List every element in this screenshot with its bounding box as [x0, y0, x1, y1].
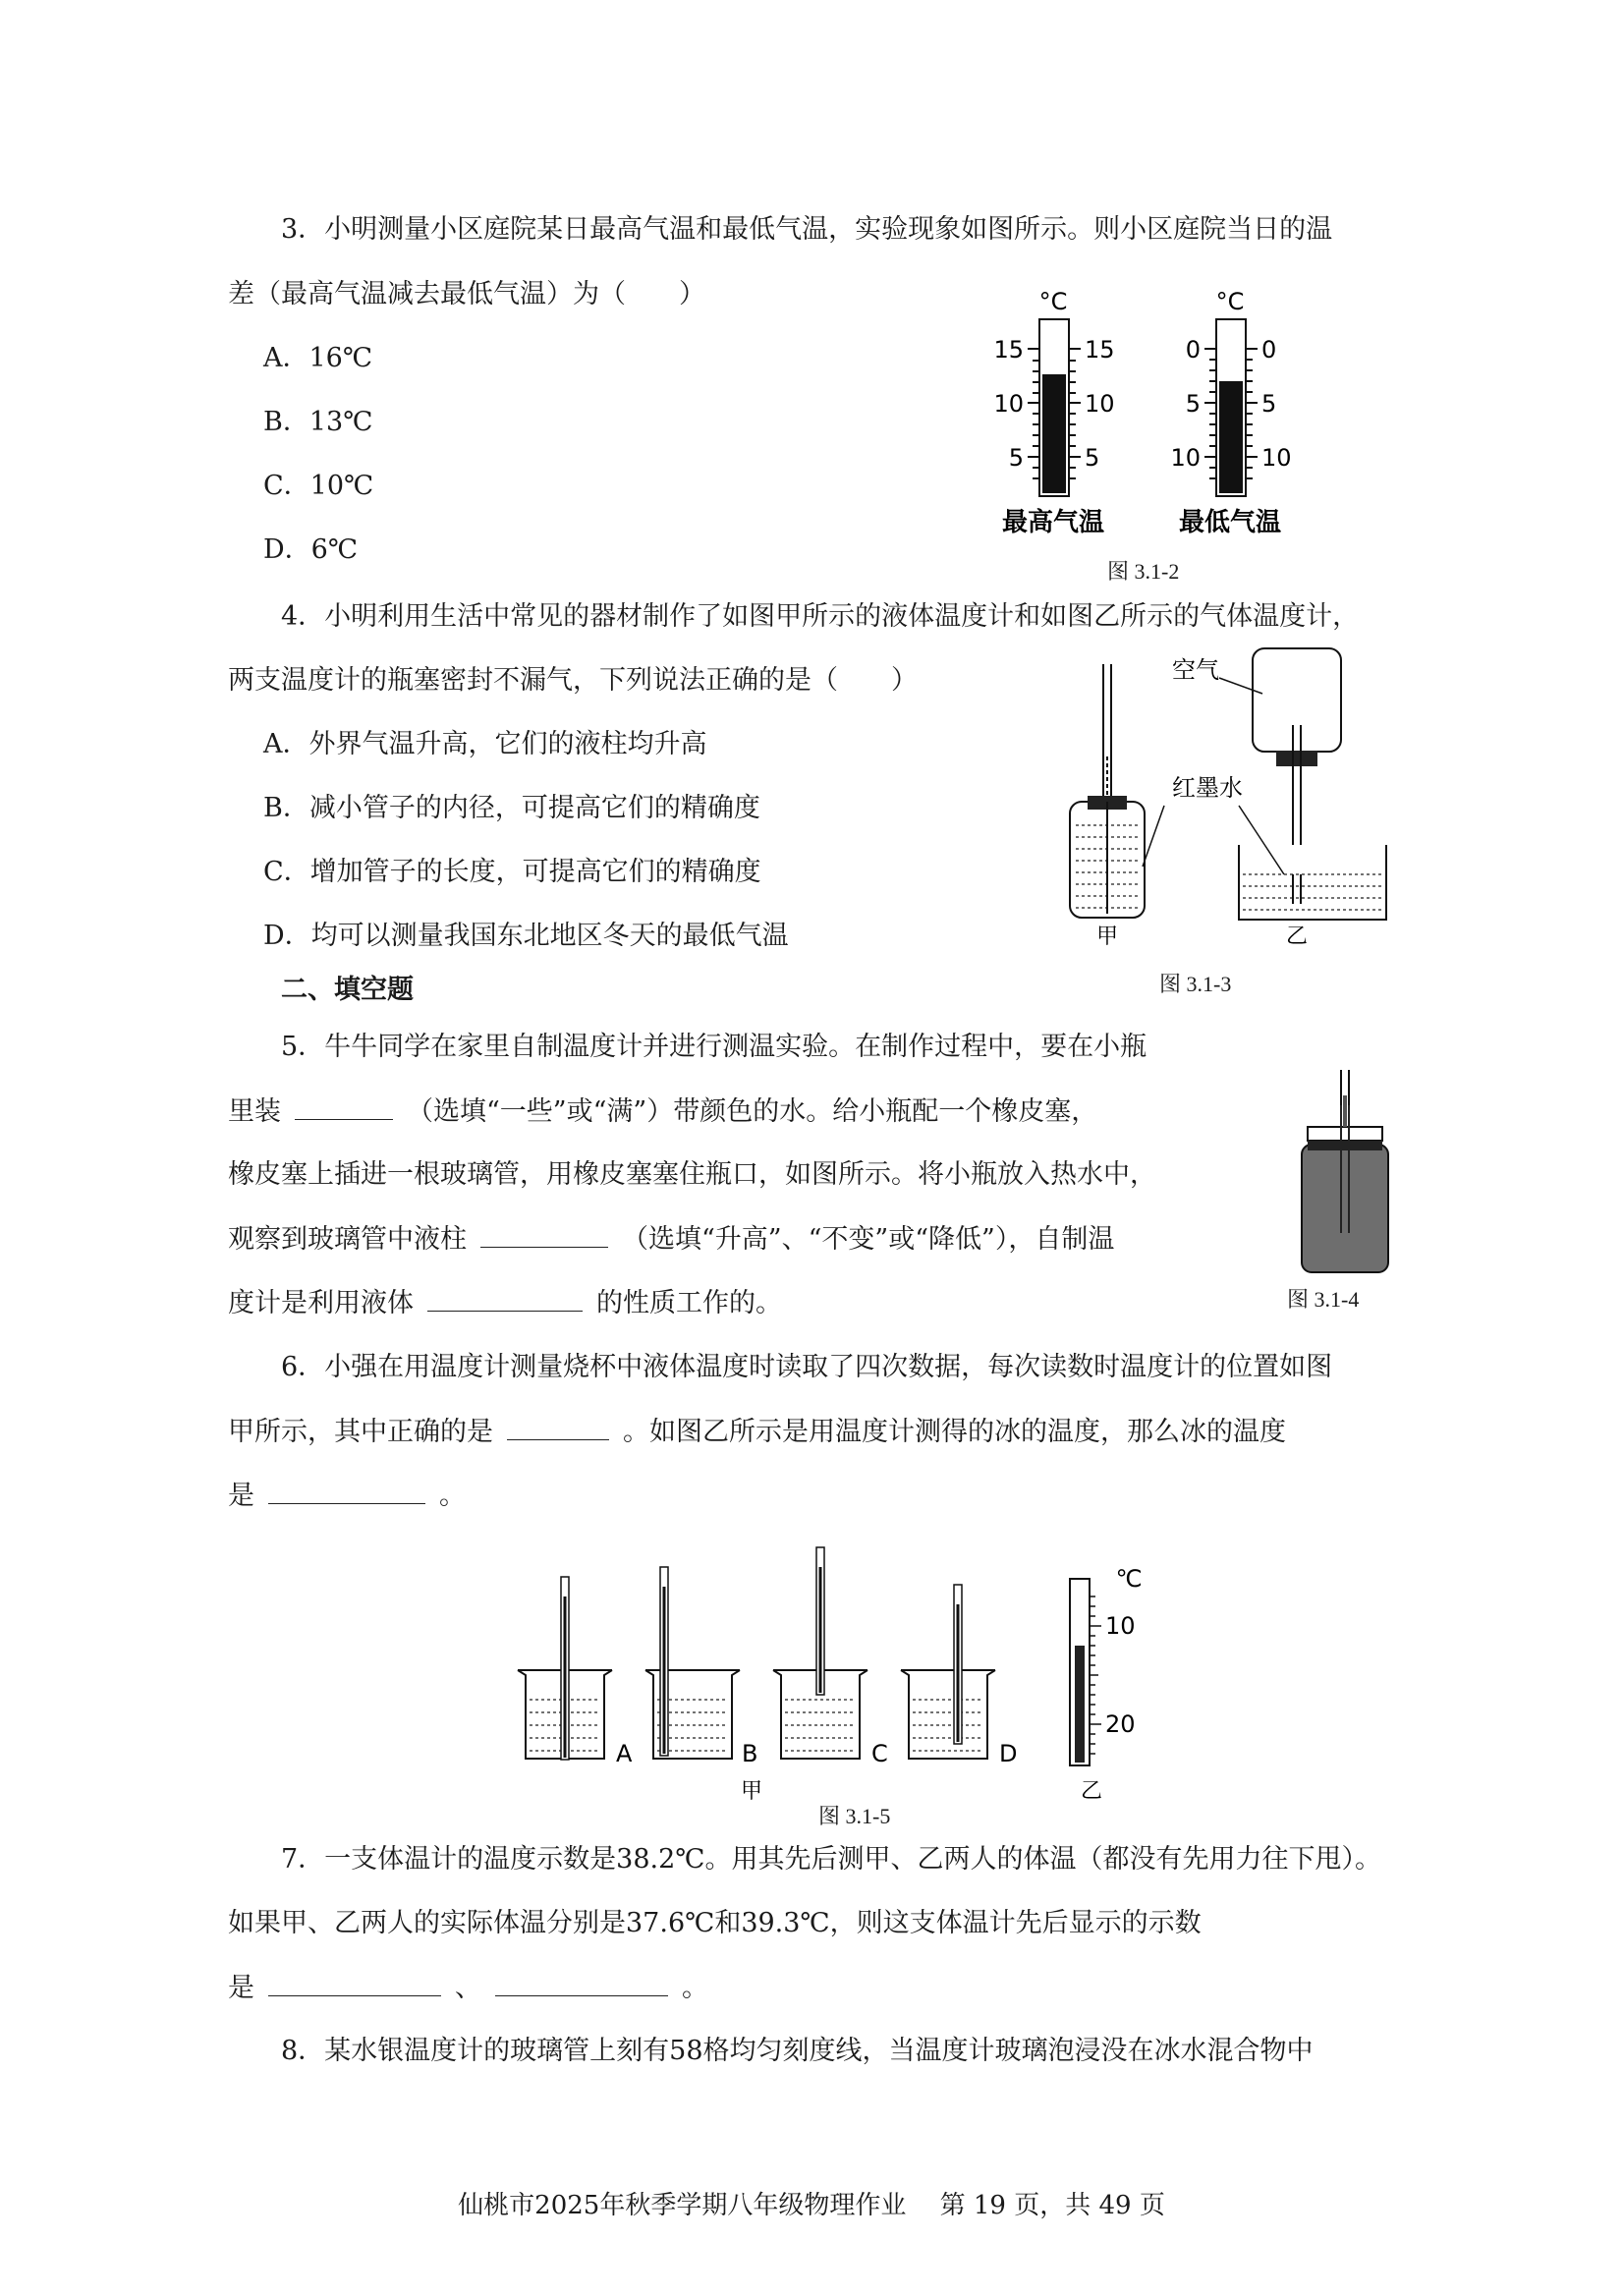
air-label: 空气: [1172, 656, 1219, 684]
min-tick-right-0: 0: [1261, 336, 1277, 364]
q7-line3-sep: 、: [455, 1973, 481, 2003]
q6-line2: [228, 1412, 1286, 1452]
unit-q6: ℃: [1115, 1565, 1143, 1593]
q5-line1: 5．牛牛同学在家里自制温度计并进行测温实验。在制作过程中，要在小瓶: [281, 1032, 1147, 1062]
unit-label-right: °C: [1215, 288, 1245, 315]
q7-line2: 如果甲、乙两人的实际体温分别是37.6℃和39.3℃，则这支体温计先后显示的示数: [228, 1908, 1202, 1938]
min-tick-left-2: 10: [1170, 444, 1201, 472]
max-temp-column: [1042, 374, 1066, 493]
q3-line2: 差（最高气温减去最低气温）为（ ）: [228, 279, 705, 309]
jia-label: 甲: [1095, 924, 1119, 949]
figure-3-1-4-caption: 图 3.1-4: [1287, 1287, 1360, 1312]
q5-line4-start: 观察到玻璃管中液柱: [228, 1224, 467, 1255]
min-tick-left-1: 5: [1185, 390, 1201, 418]
q5-line2-end: （选填“一些”或“满”）带颜色的水。给小瓶配一个橡皮塞，: [407, 1096, 1098, 1127]
q5-line4-end: （选填“升高”、“不变”或“降低”），自制温: [622, 1224, 1115, 1255]
q5-line2: [228, 1092, 1097, 1132]
q5-blank-2[interactable]: [480, 1219, 608, 1248]
q6-blank-1[interactable]: [507, 1412, 609, 1440]
q3-option-c: C．10℃: [263, 471, 374, 501]
max-tick-left-1: 10: [993, 390, 1024, 418]
min-temp-column: [1219, 381, 1243, 493]
q4-line2: 两支温度计的瓶塞密封不漏气，下列说法正确的是（ ）: [228, 665, 918, 696]
q7-line3: [228, 1968, 708, 2008]
q3-option-a: A．16℃: [263, 343, 373, 373]
label-c: C: [871, 1740, 888, 1767]
figure-3-1-5-caption: 图 3.1-5: [818, 1804, 891, 1828]
q7-blank-1[interactable]: [268, 1968, 441, 1996]
figure-3-1-5: [506, 1538, 1174, 1803]
unit-label-left: °C: [1038, 288, 1068, 315]
min-tick-left-0: 0: [1185, 336, 1201, 364]
q6-line1: 6．小强在用温度计测量烧杯中液体温度时读取了四次数据，每次读数时温度计的位置如图: [281, 1352, 1333, 1382]
q5-line4: [228, 1219, 1114, 1260]
q5-line5: [228, 1283, 782, 1323]
q7-blank-2[interactable]: [495, 1968, 668, 1996]
q3-line1: 3．小明测量小区庭院某日最高气温和最低气温，实验现象如图所示。则小区庭院当日的温: [281, 214, 1333, 245]
figure-3-1-2: [973, 280, 1326, 545]
label-b: B: [742, 1740, 758, 1767]
section-title: 二、填空题: [281, 975, 414, 1005]
figure-3-1-3: [1056, 639, 1429, 953]
q6-line3-start: 是: [228, 1481, 254, 1511]
q5-line5-end: 的性质工作的。: [596, 1288, 782, 1318]
min-temp-label: 最低气温: [1178, 508, 1282, 537]
ink-label: 红墨水: [1172, 774, 1243, 802]
q8-line1: 8．某水银温度计的玻璃管上刻有58格均匀刻度线，当温度计玻璃泡浸没在冰水混合物中: [281, 2036, 1314, 2066]
q7-line1: 7．一支体温计的温度示数是38.2℃。用其先后测甲、乙两人的体温（都没有先用力往下甩）。: [281, 1844, 1381, 1875]
q6-line3-end: 。: [439, 1481, 466, 1511]
q4-option-d: D．均可以测量我国东北地区冬天的最低气温: [263, 921, 789, 951]
max-tick-left-0: 15: [993, 336, 1024, 364]
tick-10: 10: [1105, 1612, 1136, 1640]
q6-line3: [228, 1476, 466, 1516]
q5-line2-start: 里装: [228, 1096, 281, 1127]
q3-option-b: B．13℃: [263, 407, 373, 437]
jia-label-q6: 甲: [740, 1779, 763, 1803]
label-a: A: [616, 1740, 633, 1767]
q5-blank-3[interactable]: [427, 1283, 583, 1312]
q4-option-c: C．增加管子的长度，可提高它们的精确度: [263, 857, 761, 887]
max-tick-left-2: 5: [1008, 444, 1024, 472]
q4-option-a: A．外界气温升高，它们的液柱均升高: [263, 729, 707, 759]
figure-3-1-2-caption: 图 3.1-2: [1107, 559, 1180, 584]
tick-20: 20: [1105, 1710, 1136, 1738]
yi-label-text: 乙: [1285, 924, 1309, 949]
q6-line2-end: 。如图乙所示是用温度计测得的冰的温度，那么冰的温度: [623, 1417, 1286, 1447]
q5-line5-start: 度计是利用液体: [228, 1288, 414, 1318]
q3-option-d: D．6℃: [263, 534, 359, 565]
q5-blank-1[interactable]: [295, 1092, 393, 1120]
figure-3-1-4: [1292, 1066, 1400, 1277]
q6-line2-start: 甲所示，其中正确的是: [228, 1417, 493, 1447]
min-tick-right-2: 10: [1261, 444, 1292, 472]
beaker-b: [645, 1567, 757, 1767]
figure-3-1-3-caption: 图 3.1-3: [1159, 972, 1232, 996]
q7-line3-end: 。: [682, 1973, 708, 2003]
beaker-c: [773, 1547, 888, 1767]
q4-option-b: B．减小管子的内径，可提高它们的精确度: [263, 793, 760, 823]
q5-line3: 橡皮塞上插进一根玻璃管，用橡皮塞塞住瓶口，如图所示。将小瓶放入热水中，: [228, 1159, 1156, 1190]
max-tick-right-0: 15: [1085, 336, 1115, 364]
max-tick-right-1: 10: [1085, 390, 1115, 418]
q7-line3-start: 是: [228, 1973, 254, 2003]
q6-blank-2[interactable]: [268, 1476, 425, 1504]
beaker-d: [901, 1585, 1017, 1767]
page-footer: 仙桃市2025年秋季学期八年级物理作业 第 19 页，共 49 页: [458, 2191, 1165, 2220]
min-tick-right-1: 5: [1261, 390, 1277, 418]
max-temp-label: 最高气温: [1001, 508, 1105, 537]
beaker-a: [518, 1577, 633, 1767]
q4-line1: 4．小明利用生活中常见的器材制作了如图甲所示的液体温度计和如图乙所示的气体温度计，: [281, 601, 1360, 632]
label-d: D: [999, 1740, 1018, 1767]
max-tick-right-2: 5: [1085, 444, 1100, 472]
yi-label-q6: 乙: [1080, 1779, 1103, 1803]
